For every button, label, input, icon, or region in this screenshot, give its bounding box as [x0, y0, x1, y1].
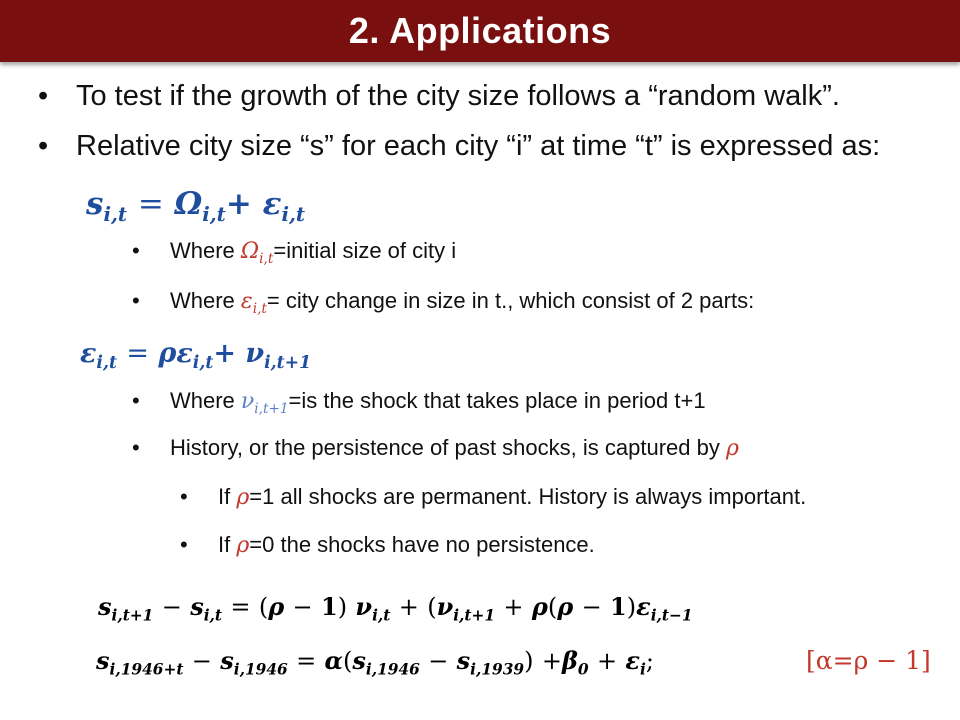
bullet-dot: • — [132, 388, 140, 413]
bullet-text: To test if the growth of the city size follows a “random walk”. — [76, 80, 840, 112]
bullet-dot: • — [132, 288, 140, 313]
bullet-text: History, or the persistence of past shocks, is captured by ρ — [170, 435, 739, 461]
bullet-text: Where $\varepsilon_{i,t}=$ city change in size in t., which consist of 2 parts: — [170, 288, 755, 317]
bullet-text: If ρ=1 all shocks are permanent. History is always important. — [218, 484, 807, 510]
bullet-dot: • — [38, 80, 49, 112]
bullet-text: Where $\Omega_{i,t}=initial$ size of city i — [170, 238, 457, 267]
equation-regression: $s_{i,1946+t} - s_{i,1946} = \alpha(s_{i,1946} - s_{i,1939}) +\beta_0 + \varepsilon_i$; — [96, 646, 654, 679]
equation-change: $\varepsilon_{i,t} = \rho\varepsilon_{i,t}+ \nu_{i,t+1}$ — [80, 338, 312, 374]
bullet-dot: • — [180, 532, 188, 557]
bullet-dot: • — [132, 435, 140, 460]
bullet-dot: • — [132, 238, 140, 263]
bullet-text: If ρ=0 the shocks have no persistence. — [218, 532, 595, 558]
title-bar — [0, 0, 960, 62]
bullet-dot: • — [180, 484, 188, 509]
slide-title: 2. Applications — [348, 10, 612, 51]
alpha-definition-note: [α=ρ − 1] — [806, 646, 931, 675]
bullet-text: Where $\nu_{i,t+1}=is$ the shock that takes place in period t+1 — [170, 388, 706, 417]
equation-growth: $s_{i,t+1} - s_{i,t} = (\rho - 1) \nu_{i,t} + (\nu_{i,t+1} + \rho(\rho - 1)\varepsilon_{i,t-1}$ — [98, 592, 693, 625]
bullet-text: Relative city size “s” for each city “i” at time “t” is expressed as: — [76, 130, 881, 162]
equation-city-size: $s_{i,t} = \Omega_{i,t}+ \varepsilon_{i,t}$ — [86, 186, 306, 226]
bullet-dot: • — [38, 130, 49, 162]
